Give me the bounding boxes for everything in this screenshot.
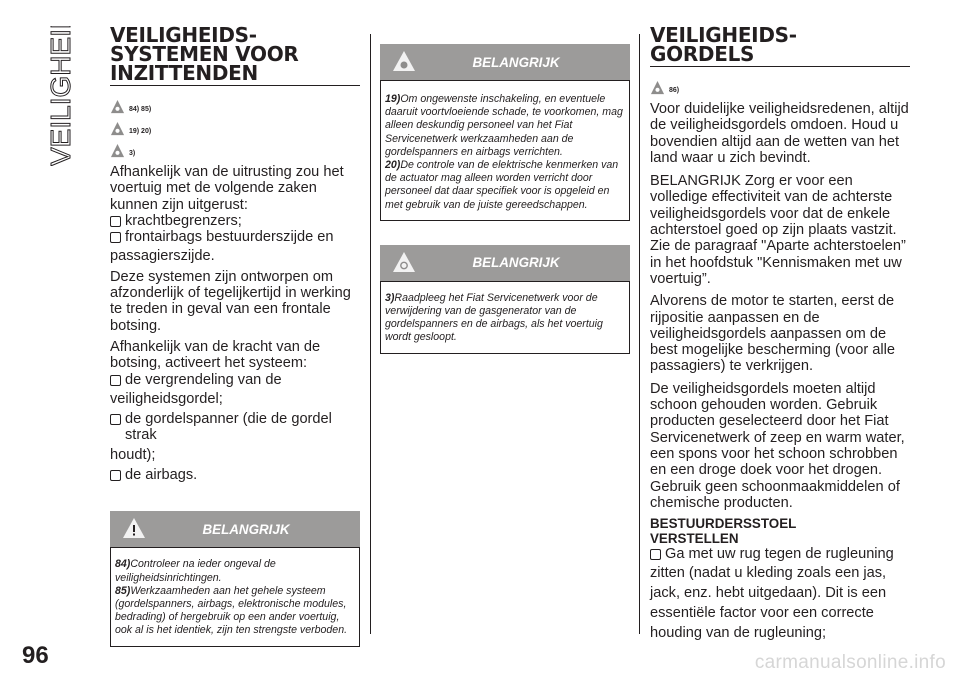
note [385,93,625,159]
bullet-text: de airbags. [125,467,198,484]
important-box [380,245,630,354]
bullet-item [110,372,360,388]
bullet-box-icon [110,216,121,227]
paragraph: Afhankelijk van de kracht van de botsing, activeert het systeem: [110,338,321,372]
reference-row [650,76,910,95]
reference-numbers: 84) 85) [129,106,152,113]
reference-row [110,139,360,158]
note-text: Werkzaamheden aan het gehele systeem (gordelspanners, airbags, elektronische modules, bedrading) of hergebruik op een ander voertuig, ook al is het identiek, zijn ten strengste verboden. [115,584,348,637]
note-text: Controleer na ieder ongeval de veiligheidsinrichtingen. [115,558,276,584]
note-number: 20) [385,159,401,172]
airbag-warning-icon [110,143,125,158]
airbag-warning-icon [650,80,665,95]
bullet-continuation: veiligheidsgordel; [110,390,223,407]
important-box-body [380,80,630,221]
paragraph: BELANGRIJK Zorg er voor een volledige effectiviteit van de achterste veiligheidsgordels voor dat de enkele achterstoel goed op zijn plaats vastzit. Zie de paragraaf "Aparte achterstoelen” in het hoofdstuk "Kennismaken met uw voertuig”. [650,173,906,287]
bullet-box-icon [110,414,121,425]
paragraph: Alvorens de motor te starten, eerst de rijpositie aanpassen en de veiligheidsgordels aanpassen om de best mogelijke bescherming (voor alle passagiers) te verkrijgen. [650,293,895,375]
note [385,159,625,212]
important-box-title: BELANGRIJK [202,521,290,537]
note-number: 19) [385,93,401,105]
note-text: Om ongewenste inschakeling, en eventuele daaruit voortvloeiende schade, te voorkomen, mag alleen deskundig personeel van het Fiat Servicenetwerk werkzaamheden aan de gordelspanners en airbags verrichten. [385,93,623,158]
bullet-item [110,213,360,229]
heading-line: VEILIGHEIDS- [110,23,257,47]
warning-triangle-icon [122,516,146,540]
section-side-label-text: VEILIGHEID [45,26,76,166]
bullet-item [110,467,360,483]
bullet-item [110,411,360,444]
heading-line: VEILIGHEIDS- [650,23,797,47]
heading-line: INZITTENDEN [110,61,258,85]
note-number: 85) [115,584,131,597]
heading-line: SYSTEMEN VOOR [110,42,299,66]
bullet-continuation: houdt); [110,446,156,463]
bullet-text: frontairbags bestuurderszijde en [125,229,334,246]
reference-row [110,117,360,136]
reference-numbers: 19) 20) [129,128,152,135]
bullet-text: Ga met uw rug tegen de rugleuning [665,546,894,563]
bullet-text: de gordelspanner (die de gordel strak [125,411,332,444]
reference-numbers: 3) [129,150,136,157]
bullet-continuation: passagierszijde. [110,248,215,265]
note-text: Raadpleeg het Fiat Servicenetwerk voor de verwijdering van de gasgenerator van de gordelspanners en de airbags, als het voertuig wordt gesloopt. [385,291,603,344]
important-box-title: BELANGRIJK [472,255,560,271]
section-side-label-graphic [30,26,78,166]
bullet-text: krachtbegrenzers; [125,212,242,229]
note-text: De controle van de elektrische kenmerken van de actuator mag alleen worden verricht door personeel dat daar specifiek voor is opgeleid en met gebruik van de juiste gereedschappen. [385,159,619,211]
airbag-warning-icon [392,49,416,73]
important-box-body [110,547,360,646]
section-heading-occupant-safety [110,23,360,86]
reference-numbers: 86) [669,87,680,94]
column-2 [380,44,630,354]
paragraph: Voor duidelijke veiligheidsredenen, altijd de veiligheidsgordels omdoen. Houd u bovendien altijd aan de wetten van het land waar u zich bevindt. [650,101,909,166]
bullet-box-icon [110,375,121,386]
airbag-warning-icon [110,121,125,136]
bullet-box-icon [110,470,121,481]
important-box [110,511,360,646]
subheading-driver-seat [650,517,910,546]
bullet-box-icon [650,549,661,560]
heading-line: GORDELS [650,42,755,66]
watermark: carmanualsonline.info [754,652,946,673]
column-divider-1 [370,34,371,634]
paragraph: Deze systemen zijn ontworpen om afzonderlijk of tegelijkertijd in werking te treden in geval van een frontale botsing. [110,268,351,334]
bullet-box-icon [110,232,121,243]
note [115,585,355,638]
note-number: 84) [115,558,131,571]
column-3 [650,23,910,647]
important-box-title: BELANGRIJK [472,54,560,70]
paragraph: De veiligheidsgordels moeten altijd schoon gehouden worden. Gebruik producten geselecteerd door het Fiat Servicenetwerk of zeep en warm water, een spons voor het schoon schrobben en een droge doek voor het drogen. Gebruik geen schoonmaakmiddelen of chemische producten. [650,380,905,511]
subheading-line: VERSTELLEN [650,530,739,546]
note [115,558,355,584]
important-box-header [380,44,630,80]
page-number: 96 [22,642,49,669]
bullet-item [650,546,910,562]
subheading-line: BESTUURDERSSTOEL [650,516,797,532]
column-divider-2 [639,34,640,634]
section-heading-seat-belts [650,23,910,67]
paragraph: Afhankelijk van de uitrusting zou het voertuig met de volgende zaken kunnen zijn uitgerust: [110,164,344,213]
reference-row [110,95,360,114]
note [385,292,625,345]
column-1 [110,23,360,647]
airbag-warning-icon [110,99,125,114]
important-box-header [380,245,630,281]
bullet-continuation: zitten (nadat u kleding zoals een jas, jack, enz. hebt uitgedaan). Dit is een essentiële factor voor een correcte houding van de rugleuning; [650,565,887,642]
important-box-header [110,511,360,547]
important-box [380,44,630,221]
note-number: 3) [385,291,395,304]
section-side-label [30,26,78,166]
recycle-warning-icon [392,250,416,274]
important-box-body [380,281,630,354]
bullet-text: de vergrendeling van de [125,371,282,388]
bullet-item [110,229,360,245]
